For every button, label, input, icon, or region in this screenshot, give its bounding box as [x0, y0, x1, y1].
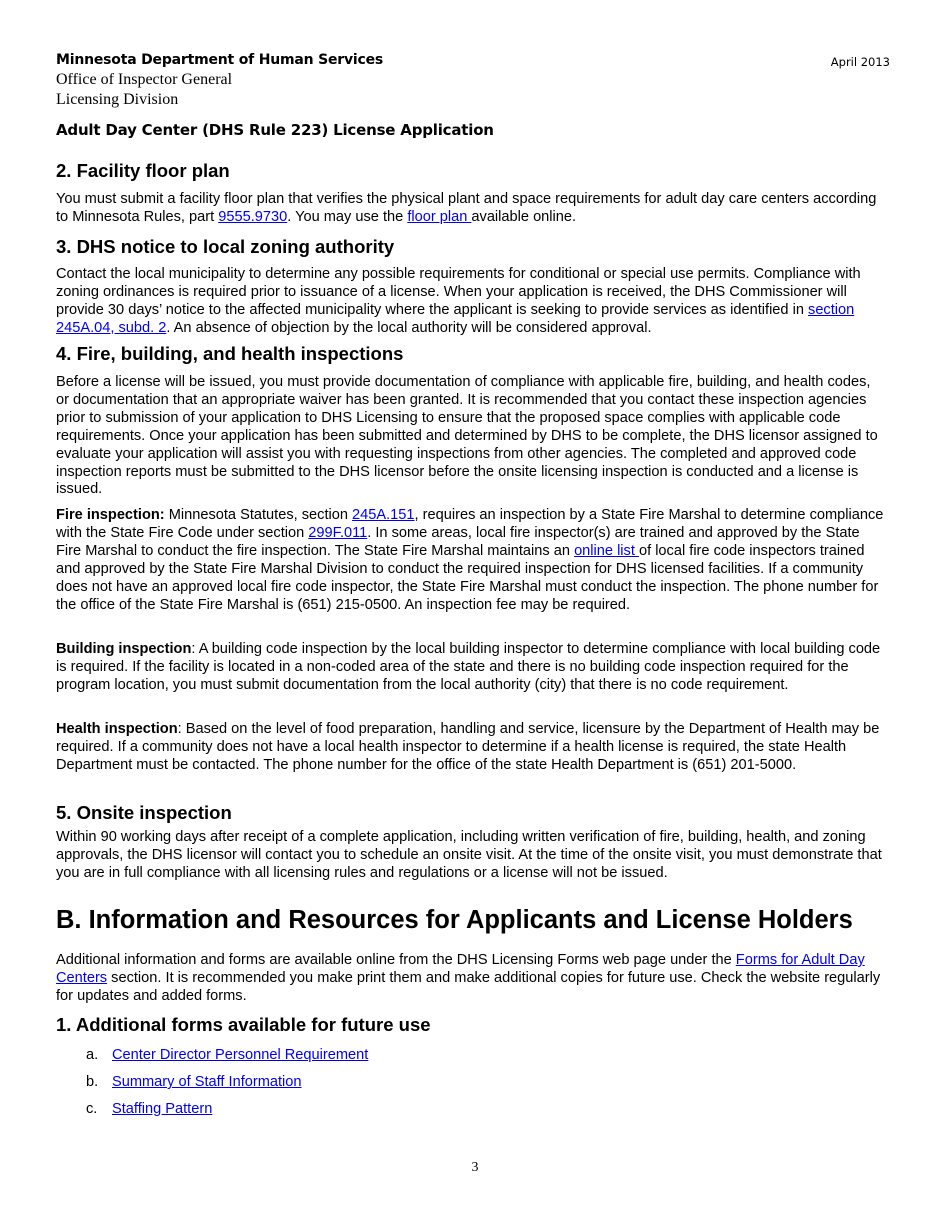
section-2-heading: 2. Facility floor plan	[56, 160, 230, 181]
health-inspection-paragraph: Health inspection: Based on the level of food preparation, handling and service, licensure by the Department of Health may be required. If a community does not have a local health inspector to determine if a health license is required, the state Health Department must be contacted. The phone number for the office of the state Health Department is (651) 201-5000.	[56, 721, 880, 773]
list-marker: c.	[86, 1101, 98, 1117]
list-item	[86, 1046, 368, 1064]
section-b1-heading: 1. Additional forms available for future use	[56, 1014, 431, 1035]
building-inspection-paragraph: Building inspection: A building code inspection by the local building inspector to determine compliance with local building code is required. If the facility is located in a non-coded area of the state and there is no building code inspection required for the program location, you must submit documentation from the local authority (city) that there is no code requirement.	[56, 641, 881, 693]
section-4-heading: 4. Fire, building, and health inspections	[56, 343, 404, 364]
section-2-paragraph: You must submit a facility floor plan that verifies the physical plant and space requirements for adult day care centers according to Minnesota Rules, part 9555.9730. You may use the floor plan available online.	[56, 191, 877, 225]
page-number: 3	[471, 1160, 479, 1175]
list-marker: b.	[86, 1074, 99, 1090]
building-inspection-label: Building inspection	[56, 641, 192, 657]
section-b-paragraph: Additional information and forms are available online from the DHS Licensing Forms web page under the Forms for Adult Day Centers section. It is recommended you make print them and make additional copies for future use. Check the website regularly for updates and added forms.	[56, 952, 881, 1004]
document-date: April 2013	[830, 55, 890, 69]
list-item	[86, 1100, 212, 1118]
fire-inspection-paragraph: Fire inspection: Minnesota Statutes, section 245A.151, requires an inspection by a State Fire Marshal to determine compliance with the State Fire Code under section 299F.011. In some areas, local fire inspector(s) are trained and approved by the State Fire Marshal to conduct the fire inspection. The State Fire Marshal maintains an online list of local fire code inspectors trained and approved by the State Fire Marshal Division to conduct the required inspection for DHS licensed facilities. If a community does not have an approved local fire code inspector, the State Fire Marshal must conduct the inspection. The phone number for the office of the State Fire Marshal is (651) 215-0500. An inspection fee may be required.	[56, 507, 884, 613]
fire-inspection-label: Fire inspection:	[56, 507, 165, 523]
section-5-heading: 5. Onsite inspection	[56, 802, 232, 823]
summary-of-staff-link[interactable]: Summary of Staff Information	[112, 1074, 302, 1090]
section-3-paragraph: Contact the local municipality to determine any possible requirements for conditional or special use permits. Compliance with zoning ordinances is required prior to issuance of a license. When your application is received, the DHS Commissioner will provide 30 days’ notice to the affected municipality where the applicant is seeking to provide services as identified in section 245A.04, subd. 2. An absence of objection by the local authority will be considered approval.	[56, 266, 861, 336]
statute-299f011-link[interactable]: 299F.011	[308, 524, 368, 541]
statute-245a151-link[interactable]: 245A.151	[352, 507, 415, 523]
floor-plan-link[interactable]: floor plan	[407, 208, 472, 225]
section-b-heading: B. Information and Resources for Applicants and License Holders	[56, 906, 853, 934]
section-245a04-link[interactable]: section 245A.04, subd. 2	[56, 301, 855, 336]
staffing-pattern-link[interactable]: Staffing Pattern	[112, 1101, 213, 1117]
office-name: Office of Inspector General	[56, 71, 233, 88]
forms-for-adult-day-centers-link[interactable]: Forms for Adult Day Centers	[56, 952, 865, 986]
section-3-heading: 3. DHS notice to local zoning authority	[56, 236, 395, 257]
rule-9555-9730-link[interactable]: 9555.9730	[218, 208, 288, 225]
section-4-intro: Before a license will be issued, you must provide documentation of compliance with applicable fire, building, and health codes, or documentation that an appropriate waiver has been granted. It is recommended that you contact these inspection agencies prior to submission of your application to DHS Licensing to ensure that the proposed space complies with applicable code requirements. Once your application has been submitted and determined by DHS to be complete, the DHS licensor assigned to evaluate your application will assist you with requesting inspections from other agencies. The completed and approved code inspection reports must be submitted to the DHS licensor before the onsite licensing inspection is conducted and a license is issued.	[56, 374, 878, 498]
list-item	[86, 1073, 302, 1091]
center-director-personnel-link[interactable]: Center Director Personnel Requirement	[112, 1047, 369, 1063]
division-name: Licensing Division	[56, 91, 179, 108]
online-list-link[interactable]: online list	[574, 542, 639, 559]
list-marker: a.	[86, 1047, 99, 1063]
section-5-paragraph: Within 90 working days after receipt of a complete application, including written verification of fire, building, health, and zoning approvals, the DHS licensor will contact you to schedule an onsite visit. At the time of the onsite visit, you must demonstrate that you are in full compliance with all licensing rules and regulations or a license will not be issued.	[56, 829, 882, 881]
department-name: Minnesota Department of Human Services	[56, 52, 383, 68]
health-inspection-label: Health inspection	[56, 721, 178, 737]
document-title: Adult Day Center (DHS Rule 223) License Application	[56, 121, 494, 139]
